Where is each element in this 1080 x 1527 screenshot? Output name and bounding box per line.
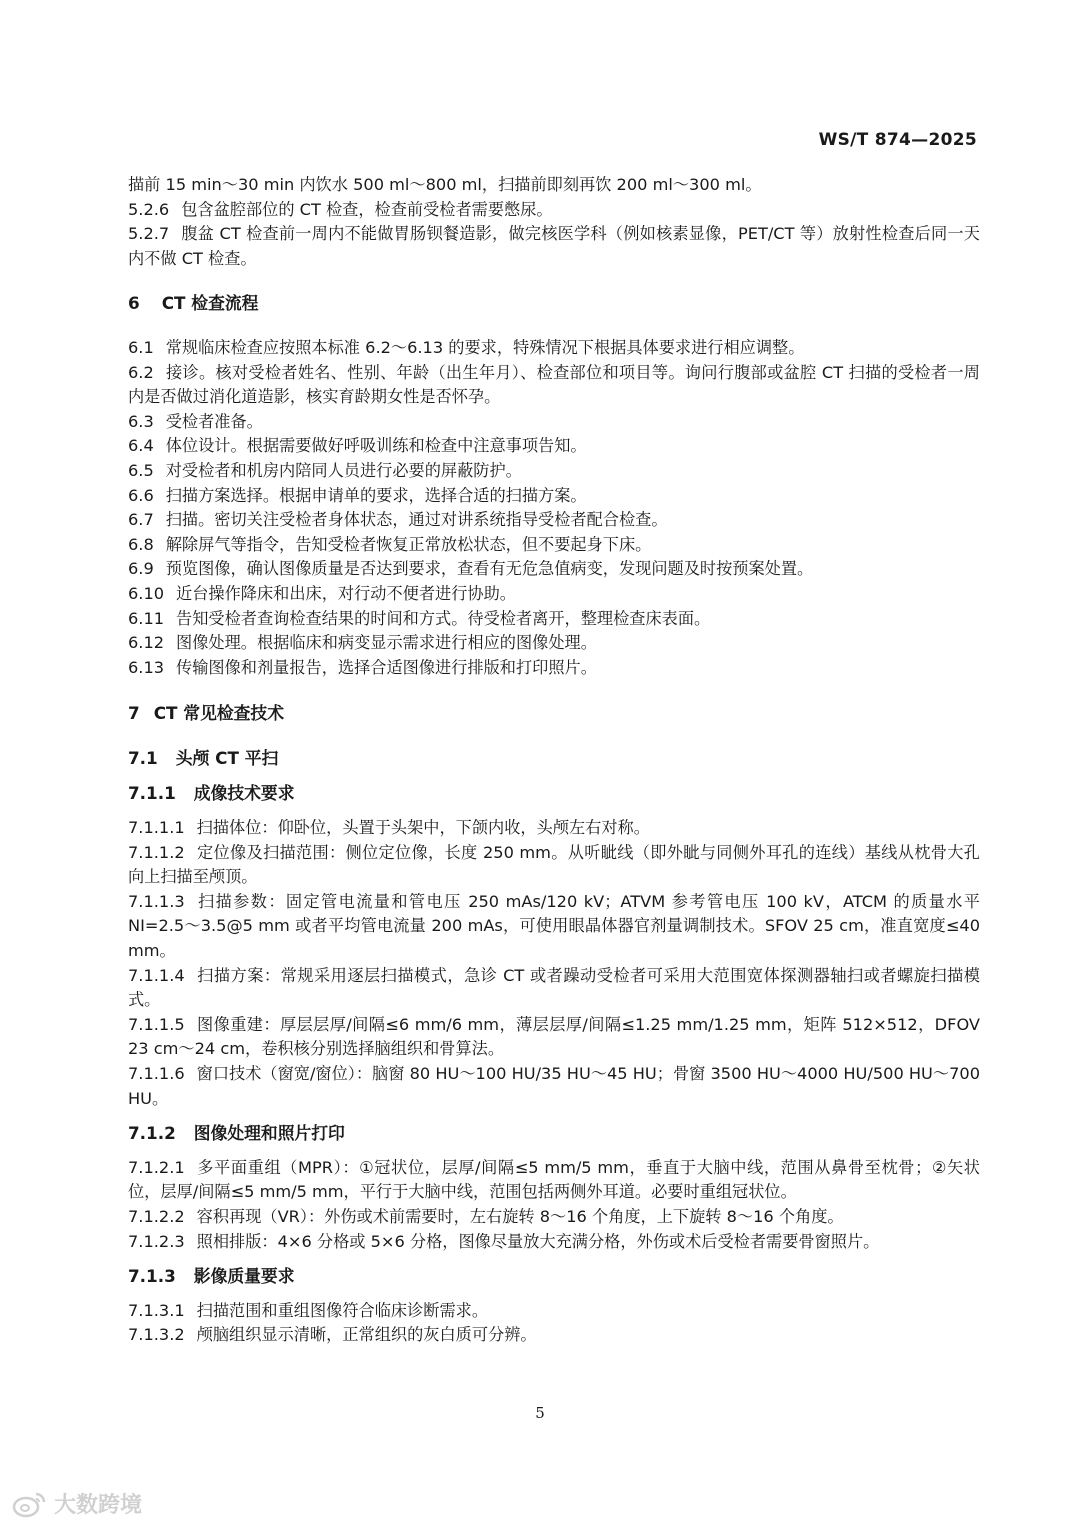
clause-number: 7.1.2.1 [128, 1157, 185, 1177]
clause-item [128, 841, 980, 890]
section-6-list [128, 336, 980, 680]
clause-number: 6.11 [128, 608, 165, 628]
clause-item [128, 1323, 980, 1348]
clause-item [128, 508, 980, 533]
clause-item [128, 607, 980, 632]
clause-item [128, 816, 980, 841]
section-number: 6 [128, 293, 140, 314]
clause-number: 6.5 [128, 460, 154, 480]
clause-number: 7.1.3.2 [128, 1325, 185, 1345]
clause-text: 扫描体位：仰卧位，头置于头架中，下颌内收，头颅左右对称。 [196, 818, 650, 838]
clause-item [128, 1062, 980, 1111]
section-7-1-3-list [128, 1299, 980, 1348]
clause-text: 受检者准备。 [165, 411, 263, 431]
section-7-heading [128, 701, 980, 726]
clause-item [128, 890, 980, 964]
clause-text: 图像重建：厚层层厚/间隔≤6 mm/6 mm，薄层层厚/间隔≤1.25 mm/1.25 mm，矩阵 512×512，DFOV 23 cm～24 cm，卷积核分别选择脑组织和骨算法。 [128, 1014, 980, 1059]
clause-text: 预览图像，确认图像质量是否达到要求，查看有无危急值病变，发现问题及时按预案处置。 [165, 559, 814, 579]
clause-item [128, 1299, 980, 1324]
clause-text: 窗口技术（窗宽/窗位）：脑窗 80 HU～100 HU/35 HU～45 HU；骨窗 3500 HU～4000 HU/500 HU～700 HU。 [128, 1064, 980, 1108]
section-7-1-2-heading [128, 1121, 980, 1146]
clause-item [128, 459, 980, 484]
clause-text: 解除屏气等指令，告知受检者恢复正常放松状态，但不要起身下床。 [165, 534, 652, 554]
clause-text: 扫描。密切关注受检者身体状态，通过对讲系统指导受检者配合检查。 [165, 510, 668, 530]
clause-item [128, 484, 980, 509]
clause-item [128, 964, 980, 1013]
section-title: CT 常见检查技术 [153, 703, 284, 724]
page-number: 5 [535, 1404, 545, 1422]
section-number: 7.1.3 [128, 1266, 176, 1287]
clause-number: 6.2 [128, 362, 154, 382]
clause-text: 扫描范围和重组图像符合临床诊断需求。 [196, 1300, 489, 1320]
clause-number: 7.1.2.2 [128, 1206, 185, 1226]
clause-number: 6.9 [128, 559, 154, 579]
clause-number: 6.1 [128, 337, 154, 357]
clause-text: 传输图像和剂量报告，选择合适图像进行排版和打印照片。 [176, 657, 597, 677]
clause-text: 对受检者和机房内陪同人员进行必要的屏蔽防护。 [165, 460, 522, 480]
section-number: 7.1.2 [128, 1123, 176, 1144]
clause-number: 7.1.1.3 [128, 891, 185, 911]
clause-item [128, 656, 980, 681]
clause-text: 接诊。核对受检者姓名、性别、年龄（出生年月）、检查部位和项目等。询问行腹部或盆腔 CT 扫描的受检者一周内是否做过消化道造影，核实育龄期女性是否怀孕。 [128, 362, 980, 407]
clause-text: 常规临床检查应按照本标准 6.2～6.13 的要求，特殊情况下根据具体要求进行相应调整。 [165, 337, 805, 357]
clause-text: 容积再现（VR）：外伤或术前需要时，左右旋转 8～16 个角度，上下旋转 8～16 个角度。 [196, 1206, 844, 1226]
document-code: WS/T 874—2025 [818, 130, 977, 150]
clause-item [128, 361, 980, 410]
clause-number: 7.1.1.6 [128, 1064, 185, 1083]
clause-text: 扫描方案选择。根据申请单的要求，选择合适的扫描方案。 [165, 485, 587, 505]
weibo-logo-icon [12, 1490, 48, 1518]
section-title: 图像处理和照片打印 [193, 1123, 345, 1144]
clause-text: 照相排版：4×6 分格或 5×6 分格，图像尽量放大充满分格，外伤或术后受检者需要骨窗照片。 [196, 1231, 880, 1251]
section-title: CT 检查流程 [161, 293, 259, 314]
clause-text: 颅脑组织显示清晰，正常组织的灰白质可分辨。 [196, 1325, 537, 1345]
clause-number: 6.7 [128, 510, 154, 530]
clause-item [128, 1205, 980, 1230]
clause-number: 7.1.2.3 [128, 1231, 185, 1251]
section-7-1-2-list [128, 1156, 980, 1254]
clause-item [128, 1156, 980, 1205]
clause-number: 6.10 [128, 583, 165, 603]
section-7-1-1-list [128, 816, 980, 1111]
clause-number: 7.1.3.1 [128, 1300, 185, 1320]
clause-item [128, 336, 980, 361]
clause-number: 6.8 [128, 534, 154, 554]
clause-text: 包含盆腔部位的 CT 检查，检查前受检者需要憋尿。 [181, 199, 553, 219]
clause-number: 5.2.6 [128, 199, 170, 219]
section-6-heading [128, 291, 980, 316]
document-body [128, 173, 980, 1348]
section-7-1-heading [128, 746, 980, 771]
clause-text: 扫描方案：常规采用逐层扫描模式，急诊 CT 或者躁动受检者可采用大范围宽体探测器轴扫或者螺旋扫描模式。 [128, 965, 980, 1010]
clause-5-2-7 [128, 222, 980, 271]
clause-item [128, 557, 980, 582]
section-7-1-1-heading [128, 781, 980, 806]
clause-text: 告知受检者查询检查结果的时间和方式。待受检者离开，整理检查床表面。 [176, 608, 711, 628]
clause-item [128, 631, 980, 656]
clause-text: 多平面重组（MPR）：①冠状位，层厚/间隔≤5 mm/5 mm，垂直于大脑中线，范围从鼻骨至枕骨；②矢状位，层厚/间隔≤5 mm/5 mm，平行于大脑中线，范围包括两侧外耳道。必要时重组冠状位。 [128, 1157, 980, 1202]
clause-number: 7.1.1.2 [128, 842, 185, 862]
clause-item [128, 434, 980, 459]
clause-number: 7.1.1.1 [128, 818, 185, 838]
continued-paragraph: 描前 15 min～30 min 内饮水 500 ml～800 ml，扫描前即刻再饮 200 ml～300 ml。 [128, 175, 762, 194]
section-number: 7.1 [128, 747, 158, 768]
clause-text: 定位像及扫描范围：侧位定位像，长度 250 mm。从听眦线（即外眦与同侧外耳孔的连线）基线从枕骨大孔向上扫描至颅顶。 [128, 842, 980, 887]
clause-number: 6.12 [128, 633, 165, 653]
watermark-text: 大数跨境 [54, 1493, 143, 1518]
clause-text: 图像处理。根据临床和病变显示需求进行相应的图像处理。 [176, 633, 597, 653]
clause-number: 6.13 [128, 657, 165, 677]
clause-item [128, 410, 980, 435]
clause-number: 7.1.1.4 [128, 965, 185, 985]
clause-5-2-6 [128, 198, 980, 223]
watermark [12, 1488, 142, 1519]
clause-text: 体位设计。根据需要做好呼吸训练和检查中注意事项告知。 [165, 436, 587, 456]
section-number: 7 [128, 703, 140, 724]
clause-text: 腹盆 CT 检查前一周内不能做胃肠钡餐造影，做完核医学科（例如核素显像，PET/CT 等）放射性检查后同一天内不做 CT 检查。 [128, 224, 980, 268]
section-title: 头颅 CT 平扫 [175, 747, 279, 768]
section-7-1-3-heading [128, 1264, 980, 1289]
clause-number: 6.4 [128, 436, 154, 456]
section-title: 成像技术要求 [193, 783, 295, 804]
clause-number: 6.3 [128, 411, 154, 431]
clause-item [128, 582, 980, 607]
clause-number: 7.1.1.5 [128, 1014, 185, 1034]
clause-text: 近台操作降床和出床，对行动不便者进行协助。 [176, 583, 516, 603]
section-number: 7.1.1 [128, 783, 176, 804]
clause-text: 扫描参数：固定管电流量和管电压 250 mAs/120 kV；ATVM 参考管电压 100 kV，ATCM 的质量水平 NI=2.5～3.5@5 mm 或者平均管电流量 200 mAs，可使用眼晶体器官剂量调制技术。SFOV 25 cm，准直宽度≤40 mm。 [128, 891, 980, 961]
clause-item [128, 1013, 980, 1062]
section-title: 影像质量要求 [193, 1266, 295, 1287]
clause-item [128, 533, 980, 558]
clause-item [128, 1230, 980, 1255]
clause-number: 5.2.7 [128, 224, 170, 244]
clause-number: 6.6 [128, 485, 154, 505]
